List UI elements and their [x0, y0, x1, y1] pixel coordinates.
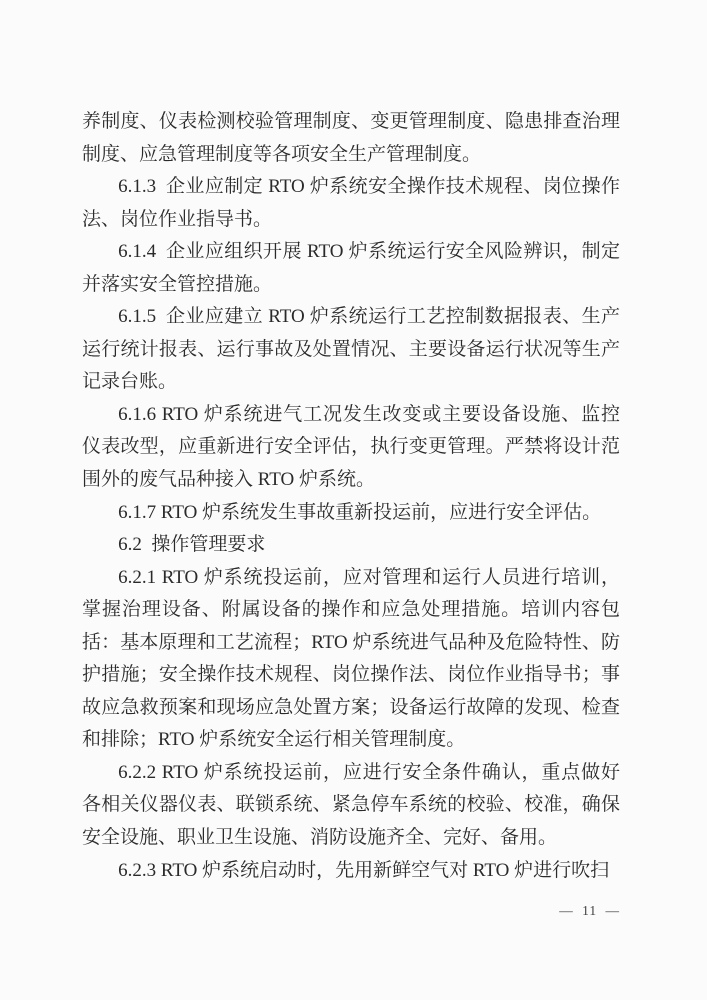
clause-6-2-3: 6.2.3 RTO 炉系统启动时，先用新鲜空气对 RTO 炉进行吹扫: [118, 859, 610, 881]
paragraph-continuation: 养制度、仪表检测校验管理制度、变更管理制度、隐患排查治理制度、应急管理制度等各项安全生产管理制度。: [82, 111, 620, 165]
clause-6-1-4: 6.1.4 企业应组织开展 RTO 炉系统运行安全风险辨识，制定并落实安全管控措施。: [82, 241, 620, 295]
clause-6-1-6: 6.1.6 RTO 炉系统进气工况发生改变或主要设备设施、监控仪表改型，应重新进行安全评估，执行变更管理。严禁将设计范围外的废气品种接入 RTO 炉系统。: [82, 403, 620, 491]
clause-6-2-1: 6.2.1 RTO 炉系统投运前，应对管理和运行人员进行培训，掌握治理设备、附属设备的操作和应急处理措施。培训内容包括：基本原理和工艺流程；RTO 炉系统进气品种及危险特性、防护措施；安全操作技术规程、岗位操作法、岗位作业指导书；事故应急救预案和现场应急处置方案；设备运行故障的发现、检查和排除；RTO 炉系统安全运行相关管理制度。: [82, 566, 620, 751]
clause-6-2-2: 6.2.2 RTO 炉系统投运前，应进行安全条件确认，重点做好各相关仪器仪表、联锁系统、紧急停车系统的校验、校准，确保安全设施、职业卫生设施、消防设施齐全、完好、备用。: [82, 761, 620, 849]
page-number: — 11 —: [559, 903, 620, 918]
clause-6-1-7: 6.1.7 RTO 炉系统发生事故重新投运前，应进行安全评估。: [118, 501, 602, 523]
clause-6-1-3: 6.1.3 企业应制定 RTO 炉系统安全操作技术规程、岗位操作法、岗位作业指导书。: [82, 176, 620, 230]
section-heading-6-2: 6.2 操作管理要求: [118, 534, 266, 556]
body-text-column: [82, 106, 620, 887]
clause-6-1-5: 6.1.5 企业应建立 RTO 炉系统运行工艺控制数据报表、生产运行统计报表、运行事故及处置情况、主要设备运行状况等生产记录台账。: [82, 306, 620, 393]
